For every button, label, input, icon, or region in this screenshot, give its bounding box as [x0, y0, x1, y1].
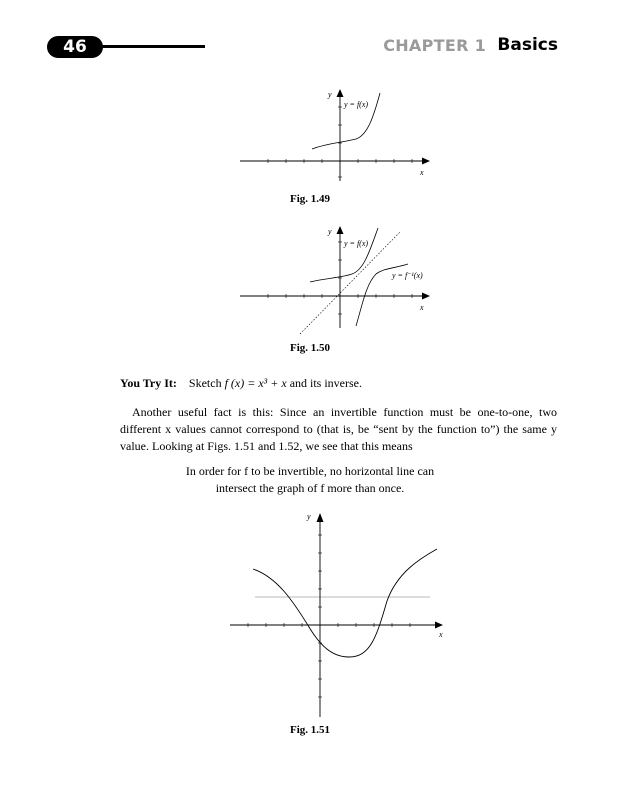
page-header — [0, 0, 620, 70]
x-axis-label: x — [420, 303, 424, 312]
x-axis-label: x — [420, 168, 424, 177]
try-pre: Sketch — [188, 376, 225, 390]
fig-1-50-caption: Fig. 1.50 — [289, 342, 331, 354]
x-axis-arrow — [435, 622, 443, 629]
rule-line-2: intersect the graph of f more than once. — [215, 481, 405, 495]
try-label: You Try It: — [120, 376, 177, 390]
curve-graph — [253, 549, 437, 657]
y-axis-label: y — [328, 227, 332, 236]
curve-label-f: y = f(x) — [344, 239, 369, 248]
figure-1-51 — [225, 505, 455, 720]
curve-f — [310, 228, 378, 282]
try-post: and its inverse. — [286, 376, 363, 390]
fig-1-51-caption: Fig. 1.51 — [289, 724, 331, 736]
chapter-label: CHAPTER 1 — [383, 36, 486, 55]
y-axis-label: y — [328, 90, 332, 99]
curve-label-f-inverse: y = f⁻¹(x) — [392, 271, 423, 280]
y-axis-arrow — [317, 513, 324, 522]
chapter-title: Basics — [497, 35, 558, 55]
figure-1-49 — [240, 85, 440, 185]
header-rule — [95, 45, 205, 48]
rule-line-1: In order for f to be invertible, no horizontal line can — [185, 464, 435, 478]
figure-1-50 — [240, 222, 440, 334]
you-try-it — [120, 375, 557, 392]
y-axis-arrow — [337, 226, 344, 234]
x-axis-arrow — [422, 158, 430, 165]
page-number: 46 — [47, 36, 103, 58]
body-paragraph: Another useful fact is this: Since an invertible function must be one-to-one, two different x values cannot correspond to (that is, be “sent by the function to”) the same y value. Looking at Figs. 1.51 and 1.52, we see that this means — [120, 405, 557, 453]
invertibility-rule — [0, 463, 620, 497]
x-axis-arrow — [422, 293, 430, 300]
fig-1-49-caption: Fig. 1.49 — [289, 193, 331, 205]
y-axis-label: y — [307, 512, 311, 521]
try-function: f (x) = x³ + x — [224, 376, 287, 390]
x-axis-label: x — [439, 630, 443, 639]
y-axis-arrow — [337, 89, 344, 97]
curve-label: y = f(x) — [344, 100, 369, 109]
